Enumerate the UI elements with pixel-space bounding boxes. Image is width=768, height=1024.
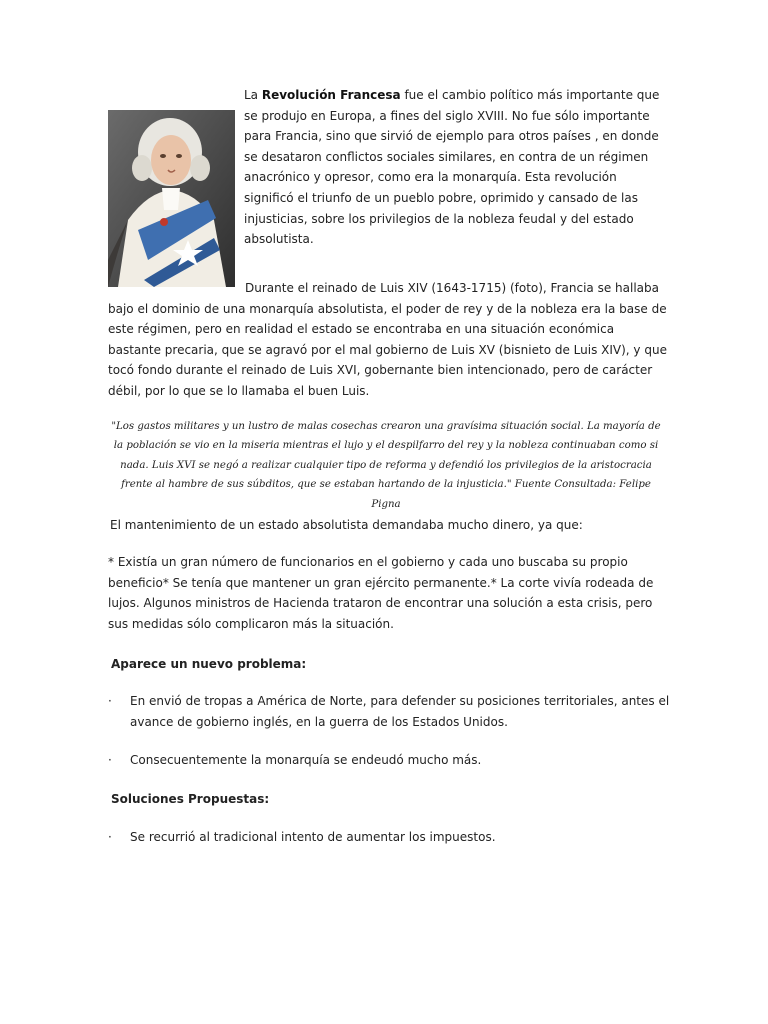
intro-bold-term: Revolución Francesa <box>261 88 401 102</box>
intro-paragraph: La Revolución Francesa fue el cambio político más importante que se produjo en Europa, a fines del siglo XVIII. No fue sólo importante para Francia, sino que sirvió de ejemplo para otros países , en donde se desataron conflictos sociales similares, en contra de un régimen anacrónico y opresor, como era la monarquía. Esta revolución significó el triunfo de un pueblo pobre, oprimido y cansado de las injusticias, sobre los privilegios de la nobleza feudal y del estado absolutista. <box>244 88 660 247</box>
bullet-dot: · <box>108 753 112 767</box>
list-item <box>108 691 670 733</box>
quote-paragraph: "Los gastos militares y un lustro de malas cosechas crearon una gravísima situación social. La mayoría de la población se vio en la miseria mientras el lujo y el despilfarro del rey y la nobleza continuaban como si nada. Luis XVI se negó a realizar cualquier tipo de reforma y defendió los privilegios de la aristocracia frente al hambre de sus súbditos, que se estaban hartando de la injusticia." Fuente Consultada: Felipe Pigna <box>111 421 661 510</box>
maintenance-paragraph: El mantenimiento de un estado absolutista demandaba mucho dinero, ya que: <box>110 518 583 532</box>
problem-heading: Aparece un nuevo problema: <box>111 657 307 671</box>
bullet-text: En envió de tropas a América de Norte, para defender su posiciones territoriales, antes el avance de gobierno inglés, en la guerra de los Estados Unidos. <box>130 694 670 729</box>
expenses-paragraph: * Existía un gran número de funcionarios en el gobierno y cada uno buscaba su propio beneficio* Se tenía que mantener un gran ejército permanente.* La corte vivía rodeada de lujos. Algunos ministros de Hacienda trataron de encontrar una solución a esta crisis, pero sus medidas sólo complicaron más la situación. <box>108 555 654 631</box>
portrait-image <box>108 110 235 287</box>
list-item <box>108 827 670 849</box>
bullet-dot: · <box>108 830 112 844</box>
list-item <box>108 750 670 772</box>
bullet-dot: · <box>108 694 112 708</box>
reign-paragraph: Durante el reinado de Luis XIV (1643-1715) (foto), Francia se hallaba bajo el dominio de una monarquía absolutista, el poder de rey y de la nobleza era la base de este régimen, pero en realidad el estado se encontraba en una situación económica bastante precaria, que se agravó por el mal gobierno de Luis XV (bisnieto de Luis XIV), y que tocó fondo durante el reinado de Luis XVI, gobernante bien intencionado, pero de carácter débil, por lo que se lo llamaba el buen Luis. <box>108 281 667 398</box>
bullet-text: Consecuentemente la monarquía se endeudó mucho más. <box>130 753 482 767</box>
solutions-heading: Soluciones Propuestas: <box>111 792 270 806</box>
bullet-text: Se recurrió al tradicional intento de aumentar los impuestos. <box>130 830 496 844</box>
